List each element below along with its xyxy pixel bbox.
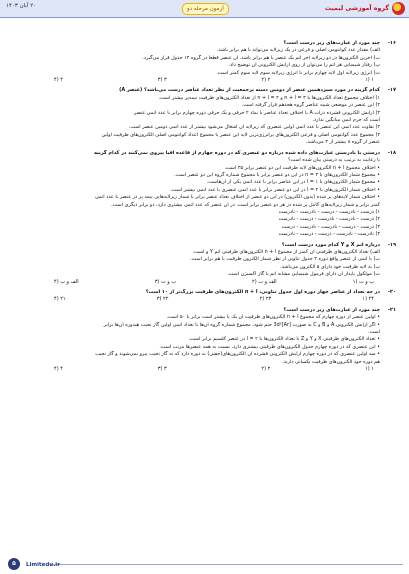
question-line: ۳) آرایش الکترونی فشرده ذرات A با اختلاف تعداد عناصر با نماد ۲ حرفی و یک حرفی دوره چهارم برابر با عدد اتمی عنصر xyxy=(133,109,380,116)
question-line: هم دوره خود الکترون‌های ظرفیت یکسانی دارند. xyxy=(282,358,380,365)
answer-option[interactable]: پ و ت (۱ xyxy=(352,278,374,285)
question-stem: کدام گزینه در مورد سیزدهمین عنصر از دومین دسته پرجمعیت از نظر تعداد عناصر درست می‌باشد؟ (عنصر A) xyxy=(119,87,380,94)
question-line: • تعداد الکترون‌های ظرفیتی X و Y و Z با تعداد الکترون‌ها با l = ۲ در عنصر کلسیم برابر است. xyxy=(188,336,380,343)
answer-options xyxy=(14,366,380,373)
answer-option[interactable]: ۲۴ (۱ xyxy=(362,296,374,303)
question-line: ت) انرژی زیرلایه اول لایه چهارم برابر با انرژی زیرلایه سوم لایه سوم کمتر است. xyxy=(216,69,380,76)
question-line: ۱) درست - نادرست - درست - نادرست - نادرست xyxy=(278,208,380,215)
question-number: -۱۸ xyxy=(387,149,396,156)
question-line: ۴) مجموع عدد کوانتومی اصلی و فرعی الکترون‌های پرانرژی‌ترین لایه این عنصر با مجموع اعداد کوانتومی اصلی الکترون‌های ظرفیت اولین xyxy=(101,131,380,138)
answer-options xyxy=(14,77,380,84)
question-number: -۲۰ xyxy=(387,289,396,295)
page-number: ۵ xyxy=(8,558,20,570)
question-line: ب) آخرین الکترون‌ها در دو زیرلایه آخر اتم یک عنصر با هم برابر باشد. آن عنصر قطعاً در گروه ۱۴ جدول قرار می‌گیرد. xyxy=(142,54,380,61)
answer-option[interactable]: ۴ (۴ xyxy=(54,366,63,373)
exam-date: ۲۰ آبان ۱۴۰۳ xyxy=(6,3,37,9)
site-name: Limitedu.ir xyxy=(26,562,60,568)
question-block xyxy=(14,40,396,84)
footer-divider xyxy=(50,564,403,565)
question-line: ۱) اختلاف مجموع تعداد الکترون‌ها با n + l = ۳ و n + l = ۴ از تعداد الکترون‌های ظرفیت نیمه‌پر بیشتر است. xyxy=(158,94,380,101)
question-line: الف) تعداد الکترون‌های ظرفیتی آن کمتر از مجموع n + l الکترون‌های ظرفیتی اتم Y و است. xyxy=(192,248,380,255)
answer-options xyxy=(14,296,380,303)
answer-option[interactable]: ۲ (۲ xyxy=(261,366,271,373)
questions-area xyxy=(14,40,396,530)
page-header xyxy=(0,0,409,18)
question-block xyxy=(14,150,396,239)
question-line: پ) به لایه ظرفیت خود دارای ۵ الکترون می‌باشد. xyxy=(280,263,380,270)
answer-option[interactable]: ۱ (۱ xyxy=(365,77,374,84)
answer-option[interactable]: ۴ (۴ xyxy=(54,77,63,84)
question-line: • اختلاف مجموع n + l الکترون‌های لایه ظرفیت این دو عنصر برابر ۳۵ است. xyxy=(224,164,380,171)
question-line: کمتر برابر و شمار زیرلایه‌های کامل پر شده در هر دو عنصر برابر است. در آن عنصر که عدد اتمی بیشتری دارد، دو برابر دیگری است. xyxy=(111,201,380,208)
answer-option[interactable]: ۳ (۳ xyxy=(157,366,167,373)
answer-option[interactable]: الف و ب (۲ xyxy=(252,278,277,285)
question-line: ۲) این عنصر در موضعی شبیه عناصر گروه هجدهم قرار گرفته است. xyxy=(241,102,380,109)
answer-option[interactable]: ۱ (۱ xyxy=(365,366,374,373)
question-line: • اختلاف شمار الکترون‌های با l = ۲ در این دو عنصر برابر با عدد اتمی عنصری با عدد اتمی بیشتر است. xyxy=(170,186,380,193)
question-line: ۳) درست - درست - نادرست - نادرست - درست xyxy=(281,223,380,230)
question-stem: چند مورد از عبارت‌های زیر درست است؟ xyxy=(283,40,380,46)
answer-options xyxy=(14,279,380,286)
answer-option[interactable]: ۲ (۲ xyxy=(261,77,271,84)
question-stem: درباره اتم X و Y کدام مورد درست است؟ xyxy=(281,241,380,248)
question-number: -۱۶ xyxy=(387,40,396,46)
answer-option[interactable]: ب و ت (۳ xyxy=(154,278,176,285)
question-line: با رعایت به ترتیب به درستی بیان شده است؟ xyxy=(287,157,380,164)
question-line: • اولین عنصر از دوره چهارم که مجموع n + l الکترون‌های ظرفیت آن یک یا بیشتر است برابر با ۵۰ است. xyxy=(166,314,380,321)
question-stem: در چه تعداد از عناصر چهار دوره اول جدول تناوبی، n + l الکترون‌های ظرفیت بزرگ‌تر از ۱۰ است؟ xyxy=(145,289,380,295)
answer-option[interactable]: ۲۱ (۴ xyxy=(54,296,66,303)
exam-title: آزمون مرحله دو xyxy=(182,3,229,15)
answer-option[interactable]: ۲۲ (۳ xyxy=(156,296,169,303)
answer-option[interactable]: ۲۳ (۲ xyxy=(259,296,272,303)
brand-logo-icon xyxy=(392,2,405,15)
brand-name: گروه آموزشی لیمیت xyxy=(324,5,389,12)
question-line: پ) رفتار شیمیایی هر اتم را می‌توان از روی آرایش الکترونی آن توضیح داد. xyxy=(228,62,380,69)
question-line: است. xyxy=(368,329,380,336)
answer-option[interactable]: ۳ (۳ xyxy=(157,77,167,84)
question-block xyxy=(14,242,396,286)
question-line: عنصر از گروه ۸ بیشتر از ۳ می‌باشد. xyxy=(305,139,380,146)
question-line: • اختلاف شمار لایه‌های پر شده (بدون الکترون) در این دو عنصر از اختلاف تعداد عنصر برابر با شمار زیرلایه‌هایی نیمه پر در عنصر با عدد اتمی xyxy=(94,194,380,201)
question-number: -۱۷ xyxy=(387,87,396,94)
question-block xyxy=(14,289,396,304)
question-block xyxy=(14,87,396,146)
question-line: است که جرم اتمی میانگین ندارد. xyxy=(312,117,380,124)
question-number: -۱۹ xyxy=(387,241,396,248)
question-line: • سه اولین عنصری که در دوره چهارم آرایش الکترونی فشرده آن الکترون‌های(جفتی) به دوره دارد که به گاز نجیب پیرو نمی‌شوند و گاز نجیب xyxy=(95,351,380,358)
question-line: ب) با اتمی از عنصر واقع دوره ۳ جدول تناوبی از نظر شمار الکترون ظرفیت با هم برابر است. xyxy=(190,256,380,263)
question-line: • مجموع شمار الکترون‌های با l = ۱ در این عناصر برابر با عدد اتمی یکی از آن‌هاست. xyxy=(206,179,380,186)
question-line: الف) مقدار عدد کوانتومی اصلی و فرعی در یک زیرلایه می‌تواند با هم برابر باشد. xyxy=(216,47,380,54)
question-stem: چند مورد از عبارت‌های زیر درست است؟ xyxy=(283,306,380,313)
question-stem: درستی یا نادرستی عبارت‌های داده شده درباره دو عنصری که در دوره چهارم از قاعده آفبا پیروی نمی‌کنند در کدام گزینه xyxy=(94,149,380,156)
question-line: • اگر آرایش الکترونی A و B و C به صورت [Ar]3d⁵ ختم شود، مجموع شماره گروه آن‌ها با تعداد اتمی اولین گاز نجیب هیدوره آن‌ها برابر xyxy=(103,321,380,328)
question-line: ۲) درست - نادرست - نادرست - درست - نادرست xyxy=(278,216,380,223)
question-line: • این عنصری که در دوره چهارم جدول الکترون‌های ظرفیتی بیشتری دارد، نسبت به همه عنصرها مرتب است. xyxy=(159,343,380,350)
question-line: • مجموع شمار الکترون‌های با n = ۳ در این دو عنصر برابر با مجموع شماره گروه این دو عنصر است. xyxy=(174,171,380,178)
brand-logo-group xyxy=(325,1,405,16)
question-line: ت) مولکول پایدار آن دارای فرمول شیمیایی مشابه اتم با گاز اکسیژن است. xyxy=(227,271,380,278)
page-footer xyxy=(0,552,409,574)
answer-option[interactable]: الف و پ (۴ xyxy=(54,278,79,285)
question-number: -۲۱ xyxy=(387,306,396,313)
question-block xyxy=(14,307,396,374)
question-line: ۴) تفاوت عدد اتمی این عنصر با عدد اتمی اولین عنصری که زیرلایه آن اشغال می‌شود بیشتر از عدد اتمی دومین عنصر است. xyxy=(128,124,380,131)
question-line: ۴) نادرست - نادرست - درست - درست - نادرست xyxy=(278,231,380,238)
